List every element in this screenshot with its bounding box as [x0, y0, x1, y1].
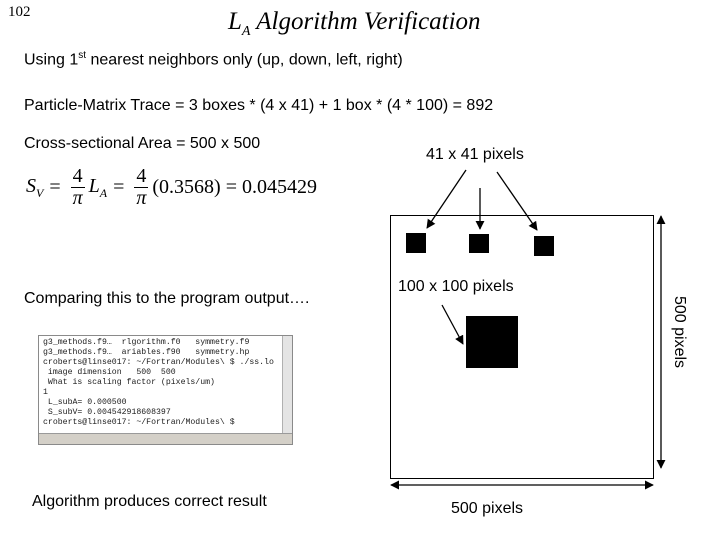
- result-line: Algorithm produces correct result: [32, 493, 267, 510]
- console-line: g3_methods.f9… rlgorithm.f0 symmetry.f9: [43, 338, 250, 347]
- console-line: S_subV= 0.004542918608397: [43, 408, 171, 417]
- line1-post: nearest neighbors only (up, down, left, right): [86, 51, 403, 69]
- formula-value: (0.3568) = 0.045429: [152, 176, 317, 198]
- console-line: 1: [43, 388, 48, 397]
- console-line: image dimension 500 500: [43, 368, 176, 377]
- console-line: croberts@linse017: ~/Fortran/Modules\ $: [43, 418, 235, 427]
- line1-pre: Using 1: [24, 51, 79, 69]
- console-line: What is scaling factor (pixels/um): [43, 378, 215, 387]
- label-100-pixels: 100 x 100 pixels: [398, 278, 514, 295]
- formula-fraction-1: $\frac{4}{\pi}$: [72, 165, 83, 209]
- formula-fraction-2: $\frac{4}{\pi}$: [136, 165, 147, 209]
- comparing-line: Comparing this to the program output….: [24, 290, 310, 307]
- label-500-horizontal: 500 pixels: [451, 500, 524, 517]
- formula-equals: =: [49, 176, 61, 198]
- formula-lhs: $S_V$: [26, 174, 44, 200]
- line1-sup: st: [78, 50, 87, 61]
- title-rest: Algorithm Verification: [250, 8, 481, 35]
- trace-line: Particle-Matrix Trace = 3 boxes * (4 x 41) + 1 box * (4 * 100) = 892: [24, 97, 494, 114]
- area-line: Cross-sectional Area = 500 x 500: [24, 135, 261, 152]
- formula-la: $L_A$: [88, 174, 108, 200]
- arrow-to-square-3: [497, 172, 537, 230]
- label-500-vertical: 500 pixels: [671, 295, 688, 369]
- page-number: 102: [8, 4, 31, 20]
- console-line: croberts@linse017: ~/Fortran/Modules\ $ ./ss.lo: [43, 358, 274, 367]
- arrow-to-large-square: [442, 305, 463, 344]
- label-41-pixels: 41 x 41 pixels: [426, 146, 524, 163]
- console-line: g3_methods.f9… ariables.f90 symmetry.hp: [43, 348, 250, 357]
- title-main: L: [228, 8, 242, 35]
- title-subscript: A: [241, 24, 251, 39]
- arrow-to-square-1: [427, 170, 466, 228]
- console-line: L_subA= 0.000500: [43, 398, 127, 407]
- formula-equals-2: =: [113, 176, 125, 198]
